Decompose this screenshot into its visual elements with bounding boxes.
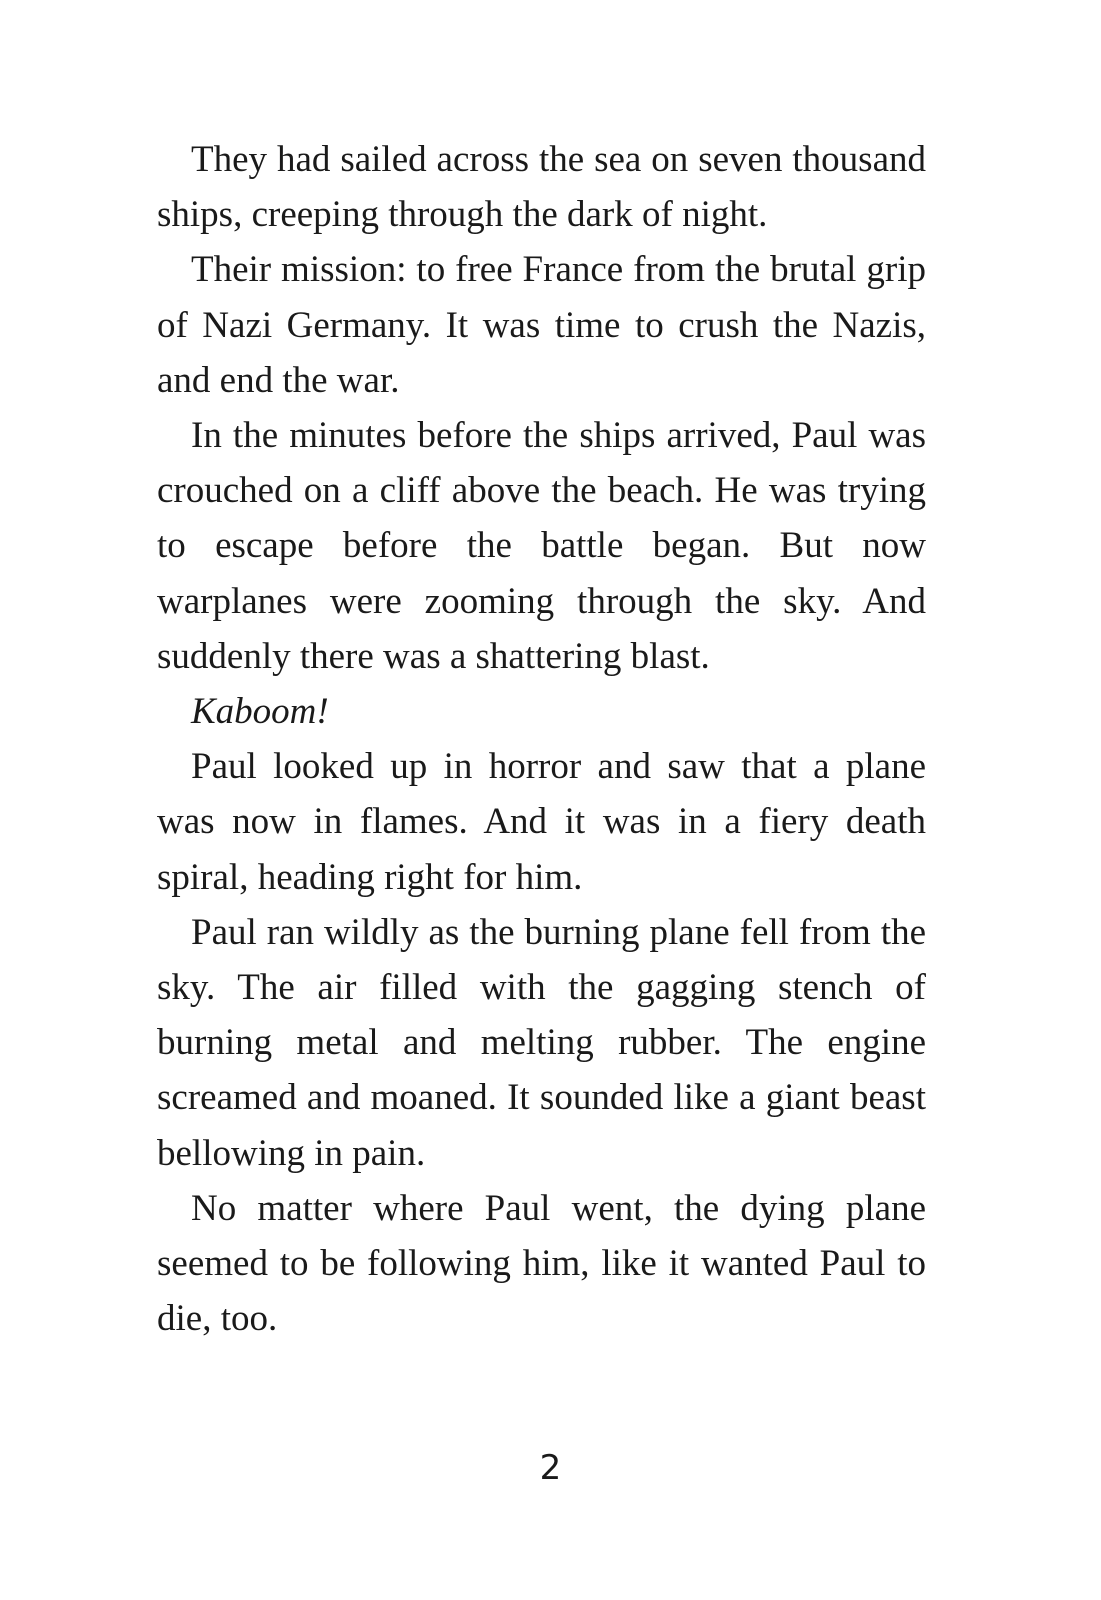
paragraph: They had sailed across the sea on seven thousand ships, creeping through the dark of night. bbox=[157, 139, 926, 236]
page-number: 2 bbox=[539, 1448, 562, 1488]
paragraph: Their mission: to free France from the brutal grip of Nazi Germany. It was time to crush the Nazis, and end the war. bbox=[157, 249, 926, 401]
body-text bbox=[157, 132, 926, 1346]
paragraph: Paul ran wildly as the burning plane fell from the sky. The air filled with the gagging stench of burning metal and melting rubber. The engine screamed and moaned. It sounded like a giant beast bellowing in pain. bbox=[157, 911, 926, 1174]
paragraph-italic: Kaboom! bbox=[191, 691, 329, 733]
paragraph: In the minutes before the ships arrived, Paul was crouched on a cliff above the beach. He was trying to escape before the battle began. But now warplanes were zooming through the sky. And suddenly there was a shattering blast. bbox=[157, 415, 926, 677]
paragraph: No matter where Paul went, the dying plane seemed to be following him, like it wanted Paul to die, too. bbox=[157, 1187, 926, 1340]
paragraph: Paul looked up in horror and saw that a plane was now in flames. And it was in a fiery death spiral, heading right for him. bbox=[157, 746, 926, 898]
